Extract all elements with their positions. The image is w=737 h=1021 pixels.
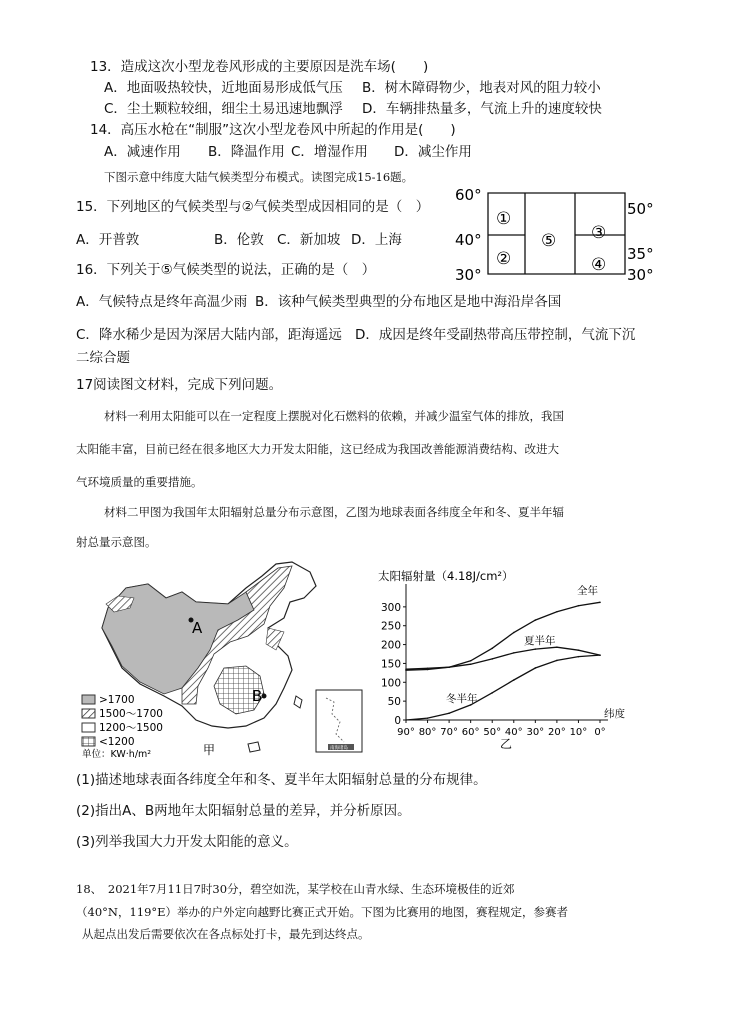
radiation-chart — [372, 566, 644, 754]
map-caption: 甲 — [203, 743, 216, 757]
data-point — [578, 649, 580, 651]
q18-line3: 从起点出发后需要依次在各点标处打卡，最先到达终点。 — [82, 927, 370, 941]
x-tick-label: 40° — [504, 727, 523, 738]
y-tick-label: 250 — [380, 620, 401, 633]
q15-option-b: B．伦敦 — [214, 232, 264, 248]
q18-line1: 18、 2021年7月11日7时30分，碧空如洗，某学校在山青水绿、生态环境极佳的近郊 — [76, 882, 515, 896]
map-unit: 单位：KW·h/m² — [82, 749, 152, 758]
q14-option-c: C．增湿作用 — [291, 144, 368, 160]
q14-option-a: A．减速作用 — [104, 144, 181, 160]
data-point — [513, 679, 515, 681]
x-axis-label: 纬度 — [604, 708, 625, 720]
y-tick-label: 200 — [380, 639, 401, 652]
zone-5: ⑤ — [541, 231, 557, 251]
chart-title: 太阳辐射量（4.18J/cm²） — [378, 569, 514, 583]
data-point — [556, 660, 558, 662]
x-tick-label: 30° — [526, 727, 545, 738]
data-point — [535, 648, 537, 650]
zone-3: ③ — [591, 223, 607, 243]
x-tick-label: 60° — [461, 727, 480, 738]
y-tick-label: 300 — [380, 601, 401, 614]
q17-stem: 17阅读图文材料，完成下列问题。 — [76, 377, 283, 393]
china-solar-map — [78, 558, 368, 758]
legend-item-0: >1700 — [99, 694, 135, 706]
q16-option-d: D．成因是终年受副热带高压带控制，气流下沉 — [355, 327, 636, 343]
data-point — [513, 652, 515, 654]
x-tick-label: 20° — [548, 727, 566, 738]
data-point — [470, 663, 472, 665]
lat-30-right: 30° — [627, 266, 654, 284]
q13-option-c: C．尘土颗粒较细，细尘土易迅速地飘浮 — [104, 101, 343, 117]
q15-option-a: A．开普敦 — [76, 232, 140, 248]
series-label-0: 全年 — [577, 585, 598, 597]
q16-option-b: B．该种气候类型典型的分布地区是地中海沿岸各国 — [255, 294, 562, 310]
series-line-2 — [406, 655, 600, 720]
inset-label: 南海诸岛 — [330, 746, 348, 751]
zone-2: ② — [496, 249, 512, 269]
data-point — [578, 656, 580, 658]
data-point — [427, 717, 429, 719]
chart-caption: 乙 — [499, 737, 513, 751]
q17-sub3: (3)列举我国大力开发太阳能的意义。 — [76, 834, 298, 850]
lat-35: 35° — [627, 245, 654, 263]
data-point — [535, 667, 537, 669]
data-point — [556, 611, 558, 613]
q14-option-b: B．降温作用 — [208, 144, 285, 160]
data-point — [535, 619, 537, 621]
data-point — [405, 719, 407, 721]
data-point — [578, 605, 580, 607]
map-label-a: A — [192, 619, 203, 637]
q16-option-a: A．气候特点是终年高温少雨 — [76, 294, 248, 310]
x-tick-label: 0° — [594, 727, 606, 738]
q13-option-d: D．车辆排热量多，气流上升的速度较快 — [362, 101, 602, 117]
q14-option-d: D．减尘作用 — [394, 144, 472, 160]
data-point — [491, 658, 493, 660]
x-tick-label: 70° — [440, 727, 458, 738]
x-tick-label: 50° — [483, 727, 502, 738]
data-point — [448, 712, 450, 714]
q15-stem: 15．下列地区的气候类型与②气候类型成因相同的是（ ） — [76, 199, 430, 215]
map-label-b: B — [252, 687, 263, 705]
q17-sub1: (1)描述地球表面各纬度全年和冬、夏半年太阳辐射总量的分布规律。 — [76, 772, 487, 788]
climate-model-diagram — [455, 184, 660, 284]
q15-option-d: D．上海 — [351, 232, 402, 248]
data-point — [599, 602, 601, 604]
lat-30-left: 30° — [455, 266, 482, 284]
y-tick-label: 0 — [394, 715, 401, 727]
data-point — [405, 668, 407, 670]
q14-stem: 14．高压水枪在“制服”这次小型龙卷风中所起的作用是( ) — [90, 122, 456, 138]
q13-option-b: B．树木障碍物少，地表对风的阻力较小 — [362, 80, 601, 96]
x-tick-label: 90° — [397, 727, 415, 738]
x-tick-label: 10° — [569, 727, 588, 738]
legend-item-1: 1500～1700 — [99, 708, 163, 720]
zone-4: ④ — [591, 255, 607, 275]
material2-line1: 材料二甲图为我国年太阳辐射总量分布示意图，乙图为地球表面各纬度全年和冬、夏半年辐 — [104, 505, 564, 519]
q15-option-c: C．新加坡 — [277, 232, 341, 248]
data-point — [491, 648, 493, 650]
data-point — [491, 692, 493, 694]
data-point — [556, 646, 558, 648]
y-tick-label: 50 — [387, 696, 401, 709]
q13-stem: 13．造成这次小型龙卷风形成的主要原因是洗车场( ) — [90, 59, 429, 75]
material1-line1: 材料一利用太阳能可以在一定程度上摆脱对化石燃料的依赖，并减少温室气体的排放，我国 — [104, 409, 564, 423]
data-point — [513, 632, 515, 634]
data-point — [427, 668, 429, 670]
data-point — [448, 666, 450, 668]
q18-line2: （40°N，119°E）举办的户外定向越野比赛正式开始。下图为比赛用的地图，赛程规定，参赛者 — [76, 905, 569, 919]
data-point — [599, 654, 601, 656]
material1-line2: 太阳能丰富，目前已经在很多地区大力开发太阳能，这已经成为我国改善能源消费结构、改进大 — [76, 442, 559, 456]
series-line-0 — [406, 602, 600, 670]
legend-item-2: 1200～1500 — [99, 722, 163, 734]
y-tick-label: 100 — [380, 677, 401, 690]
q13-option-a: A．地面吸热较快，近地面易形成低气压 — [104, 80, 343, 96]
material2-line2: 射总量示意图。 — [76, 535, 157, 549]
q16-stem: 16．下列关于⑤气候类型的说法，正确的是（ ） — [76, 262, 376, 278]
intro-15-16: 下图示意中纬度大陆气候类型分布模式。读图完成15-16题。 — [104, 170, 414, 184]
x-tick-label: 80° — [418, 727, 437, 738]
series-label-1: 夏半年 — [524, 635, 556, 647]
lat-60: 60° — [455, 186, 482, 204]
lat-50: 50° — [627, 200, 654, 218]
zone-1: ① — [496, 209, 512, 229]
y-tick-label: 150 — [380, 658, 401, 671]
q17-sub2: (2)指出A、B两地年太阳辐射总量的差异，并分析原因。 — [76, 803, 411, 819]
data-point — [470, 660, 472, 662]
series-label-2: 冬半年 — [446, 693, 478, 705]
q16-option-c: C．降水稀少是因为深居大陆内部，距海遥远 — [76, 327, 342, 343]
lat-40: 40° — [455, 231, 482, 249]
material1-line3: 气环境质量的重要措施。 — [76, 475, 203, 489]
section-title: 二综合题 — [76, 350, 130, 366]
legend-item-3: <1200 — [99, 736, 135, 748]
